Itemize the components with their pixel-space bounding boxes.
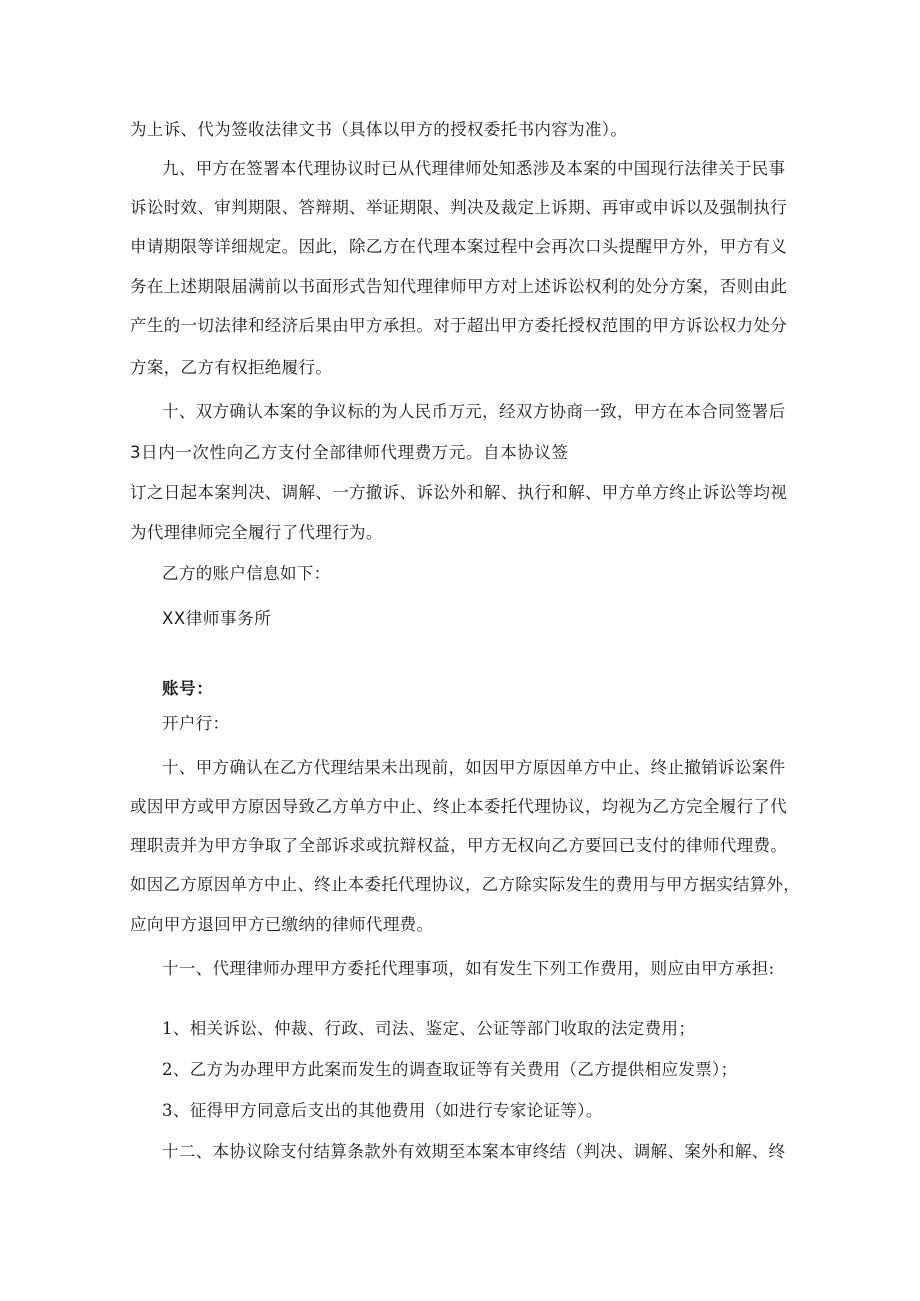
- clause-9-line-6: 方案，乙方有权拒绝履行。: [130, 358, 333, 377]
- clause-10b-line-1: 十、甲方确认在乙方代理结果未出现前，如因甲方原因单方中止、终止撤销诉讼案件: [162, 758, 786, 777]
- paragraph-line-1: 为上诉、代为签收法律文书（具体以甲方的授权委托书内容为准）。: [130, 120, 628, 139]
- clause-10b-line-2: 或因甲方或甲方原因导致乙方单方中止、终止本委托代理协议，均视为乙方完全履行了代: [130, 797, 788, 816]
- law-firm-name: XX律师事务所: [162, 609, 272, 628]
- clause-9-line-3: 申请期限等详细规定。因此，除乙方在代理本案过程中会再次口头提醒甲方外，甲方有义: [130, 237, 788, 256]
- clause-9-line-1: 九、甲方在签署本代理协议时已从代理律师处知悉涉及本案的中国现行法律关于民事: [162, 159, 786, 178]
- clause-9-line-4: 务在上述期限届满前以书面形式告知代理律师甲方对上述诉讼权利的处分方案，否则由此: [130, 277, 788, 296]
- clause-10-line-3: 订之日起本案判决、调解、一方撤诉、诉讼外和解、执行和解、甲方单方终止诉讼等均视: [130, 483, 788, 502]
- fee-item-2: 2、乙方为办理甲方此案而发生的调查取证等有关费用（乙方提供相应发票）；: [162, 1060, 738, 1079]
- clause-10-line-4: 为代理律师完全履行了代理行为。: [130, 523, 383, 542]
- clause-10-line-2: 3日内一次性向乙方支付全部律师代理费万元。自本协议签: [130, 443, 569, 462]
- fee-item-1: 1、相关诉讼、仲裁、行政、司法、鉴定、公证等部门收取的法定费用；: [162, 1019, 696, 1038]
- clause-9-line-5: 产生的一切法律和经济后果由甲方承担。对于超出甲方委托授权范围的甲方诉讼权力处分: [130, 316, 788, 335]
- clause-10b-line-4: 如因乙方原因单方中止、终止本委托代理协议，乙方除实际发生的费用与甲方据实结算外，: [130, 875, 800, 894]
- account-info-heading: 乙方的账户信息如下：: [162, 564, 331, 583]
- bank-label: 开户行：: [162, 714, 230, 733]
- clause-12-line-1: 十二、本协议除支付结算条款外有效期至本案本审终结（判决、调解、案外和解、终: [162, 1142, 786, 1161]
- clause-10b-line-5: 应向甲方退回甲方已缴纳的律师代理费。: [130, 915, 434, 934]
- clause-9-line-2: 诉讼时效、审判期限、答辩期、举证期限、判决及裁定上诉期、再审或申诉以及强制执行: [130, 198, 788, 217]
- clause-11-line-1: 十一、代理律师办理甲方委托代理事项，如有发生下列工作费用，则应由甲方承担:: [162, 959, 775, 978]
- clause-10-line-1: 十、双方确认本案的争议标的为人民币万元，经双方协商一致，甲方在本合同签署后: [162, 402, 786, 421]
- clause-10b-line-3: 理职责并为甲方争取了全部诉求或抗辩权益，甲方无权向乙方要回已支付的律师代理费。: [130, 836, 788, 855]
- account-number-label: 账号：: [162, 679, 214, 698]
- fee-item-3: 3、征得甲方同意后支出的其他费用（如进行专家论证等）。: [162, 1101, 603, 1120]
